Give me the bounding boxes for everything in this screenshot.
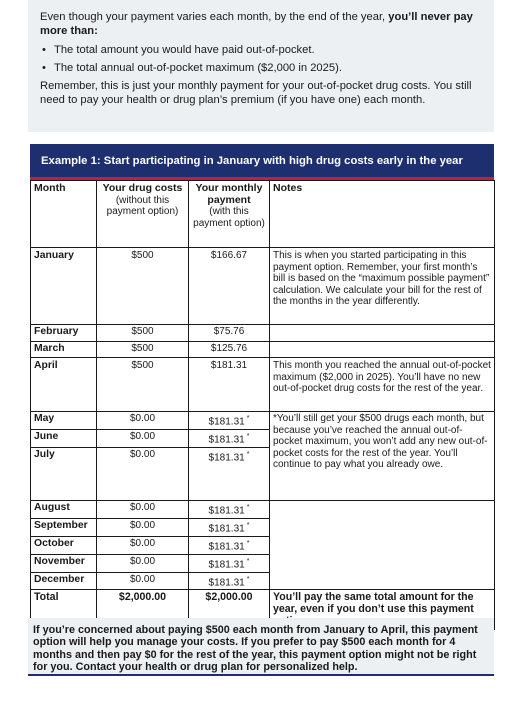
header-notes: Notes [270, 181, 495, 248]
row-month: August [31, 500, 97, 518]
row-month: May [31, 412, 97, 430]
row-month: October [31, 536, 97, 554]
asterisk: * [246, 557, 250, 565]
row-month: September [31, 518, 97, 536]
row-cost: $0.00 [97, 572, 189, 590]
row-payment: $75.76 [189, 325, 270, 342]
intro-lead-text: Even though your payment varies each month, by the end of the year, [40, 11, 389, 23]
row-payment [189, 572, 270, 590]
asterisk: * [246, 575, 250, 583]
asterisk: * [246, 415, 250, 422]
asterisk: * [246, 503, 250, 511]
row-cost: $0.00 [97, 447, 189, 500]
table-row [31, 325, 495, 342]
row-cost: $0.00 [97, 554, 189, 572]
row-month: December [31, 572, 97, 590]
intro-lead [40, 10, 482, 39]
intro-note: Remember, this is just your monthly payment for your out-of-pocket drug costs. You still need to pay your health or drug plan’s premium (if you have one) each month. [40, 80, 472, 107]
payment-value: $181.31 [208, 434, 245, 446]
outro-callout [28, 618, 494, 676]
row-cost: $500 [97, 248, 189, 325]
row-note [270, 342, 495, 358]
row-payment: $125.76 [189, 342, 270, 358]
row-month: November [31, 554, 97, 572]
row-payment [189, 429, 270, 447]
asterisk: * [246, 432, 250, 440]
header-drug-costs-label: Your drug costs [102, 182, 183, 194]
table-row [31, 412, 495, 430]
row-cost: $0.00 [97, 412, 189, 430]
row-month: March [31, 342, 97, 358]
asterisk: * [246, 521, 250, 529]
row-cost: $0.00 [97, 518, 189, 536]
header-drug-costs-sub: (without this payment option) [106, 194, 179, 218]
table-row [31, 358, 495, 412]
intro-bullet-list [40, 43, 482, 76]
row-payment [189, 536, 270, 554]
table-row [31, 500, 495, 518]
row-note-star: *You’ll still get your $500 drugs each month, but because you’ve reached the annual out-of-pocket maximum, you won’t add any new out-of-pocket costs for the rest of the year. You’ll continue to pay what you already owe. [270, 412, 495, 501]
row-month: July [31, 447, 97, 500]
row-cost: $500 [97, 325, 189, 342]
asterisk: * [246, 539, 250, 547]
intro-bullet: • The total annual out-of-pocket maximum ($2,000 in 2025). [40, 61, 482, 75]
header-payment-label: Your monthly payment [195, 182, 263, 206]
example-title-banner: Example 1: Start participating in January with high drug costs early in the year [30, 144, 494, 180]
row-month: January [31, 248, 97, 325]
row-cost: $500 [97, 342, 189, 358]
header-drug-costs [97, 181, 189, 248]
intro-bullet: • The total amount you would have paid out-of-pocket. [40, 43, 482, 57]
asterisk: * [246, 450, 250, 458]
row-payment [189, 518, 270, 536]
example-table [30, 180, 495, 630]
table-row [31, 248, 495, 325]
header-month: Month [31, 181, 97, 248]
row-payment: $166.67 [189, 248, 270, 325]
row-payment [189, 554, 270, 572]
total-cost: $2,000.00 [97, 590, 189, 630]
row-note: This month you reached the annual out-of-pocket maximum ($2,000 in 2025). You’ll have no new out-of-pocket drug costs for the rest of the year. [270, 358, 495, 412]
row-note [270, 325, 495, 342]
payment-value: $181.31 [208, 523, 245, 535]
total-payment: $2,000.00 [189, 590, 270, 630]
table-row [31, 342, 495, 358]
row-cost: $0.00 [97, 536, 189, 554]
payment-value: $181.31 [208, 576, 245, 588]
payment-value: $181.31 [208, 541, 245, 553]
row-cost: $500 [97, 358, 189, 412]
payment-value: $181.31 [208, 452, 245, 464]
outro-text: If you’re concerned about paying $500 each month from January to April, this payment option will help you manage your costs. If you prefer to pay $500 each month for 4 months and then pay $0 for the rest of the year, this payment option might not be right for you. Contact your health or drug plan for personalized help. [33, 624, 478, 674]
total-note: You’ll pay the same total amount for the year, even if you don’t use this payment [270, 590, 495, 630]
intro-lead-bold: you’ll never pay more than: [40, 11, 473, 38]
row-payment [189, 500, 270, 518]
intro-callout [28, 0, 494, 132]
total-label: Total [31, 590, 97, 630]
payment-value: $181.31 [208, 558, 245, 570]
table-header-row [31, 181, 495, 248]
row-note-empty [270, 500, 495, 590]
header-payment-sub: (with this payment option) [193, 206, 265, 229]
row-cost: $0.00 [97, 429, 189, 447]
row-payment [189, 412, 270, 430]
row-cost: $0.00 [97, 500, 189, 518]
payment-value: $181.31 [208, 505, 245, 517]
row-month: June [31, 429, 97, 447]
row-month: April [31, 358, 97, 412]
row-payment [189, 447, 270, 500]
payment-value: $181.31 [208, 416, 245, 428]
row-month: February [31, 325, 97, 342]
row-note: This is when you started participating in this payment option. Remember, your first month’s bill is based on the “maximum possible payment” calculation. We calculate your bill for the rest of the months in the year differently. [270, 248, 495, 325]
header-payment [189, 181, 270, 248]
row-payment: $181.31 [189, 358, 270, 412]
